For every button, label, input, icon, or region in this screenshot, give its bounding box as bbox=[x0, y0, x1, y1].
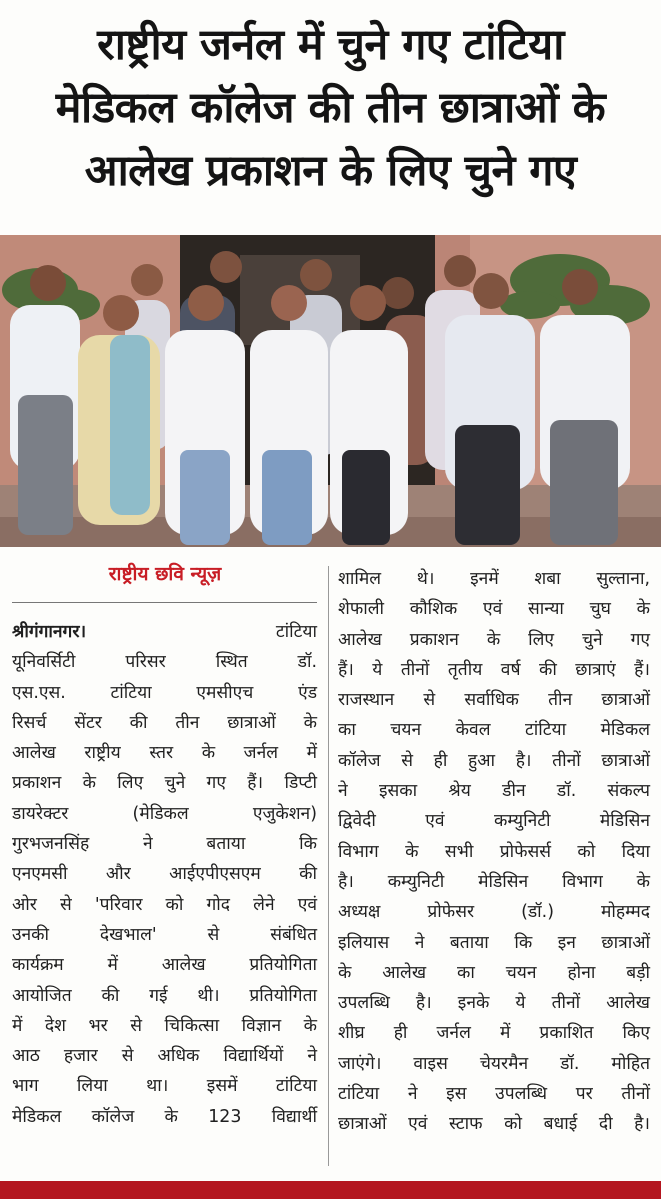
article-line: शामिल थे। इनमें शबा सुल्ताना, bbox=[338, 569, 650, 589]
group-photo bbox=[0, 235, 661, 547]
headline bbox=[0, 14, 661, 203]
article-lead-line bbox=[12, 617, 317, 647]
article-line: यूनिवर्सिटी परिसर स्थित डॉ. bbox=[12, 652, 317, 673]
article-line: एस.एस. टांटिया एमसीएच एंड bbox=[12, 682, 317, 703]
bottom-color-bar bbox=[0, 1181, 661, 1199]
article-line: मेडिकल कॉलेज के 123 विद्यार्थी bbox=[12, 1106, 317, 1127]
article-line: आठ हजार से अधिक विद्यार्थियों ने bbox=[12, 1046, 317, 1067]
article-line: प्रकाशन के लिए चुने गए हैं। डिप्टी bbox=[12, 773, 317, 794]
article-line: छात्राओं एवं स्टाफ को बधाई दी है। bbox=[338, 1114, 650, 1135]
article-line: इलियास ने बताया कि इन छात्राओं bbox=[338, 932, 650, 953]
headline-line-2: मेडिकल कॉलेज की तीन छात्राओं के bbox=[55, 83, 606, 133]
byline: राष्ट्रीय छवि न्यूज़ bbox=[108, 563, 222, 585]
article-line: के आलेख का चयन होना बड़ी bbox=[338, 962, 650, 983]
article-column-right bbox=[338, 564, 650, 1140]
article-line: ओर से 'परिवार को गोद लेने एवं bbox=[12, 894, 317, 915]
article-line: में देश भर से चिकित्सा विज्ञान के bbox=[12, 1015, 317, 1036]
article-line: रिसर्च सेंटर की तीन छात्राओं के bbox=[12, 712, 317, 733]
article-column-left bbox=[12, 617, 317, 1132]
article-line: भाग लिया था। इसमें टांटिया bbox=[12, 1076, 317, 1097]
article-line: आलेख प्रकाशन के लिए चुने गए bbox=[338, 629, 650, 650]
article-line: जाएंगे। वाइस चेयरमैन डॉ. मोहित bbox=[338, 1053, 650, 1074]
article-line: शेफाली कौशिक एवं सान्या चुघ के bbox=[338, 599, 650, 620]
article-line: राजस्थान से सर्वाधिक तीन छात्राओं bbox=[338, 690, 650, 711]
article-line: शीघ्र ही जर्नल में प्रकाशित किए bbox=[338, 1023, 650, 1044]
article-line: आयोजित की गई थी। प्रतियोगिता bbox=[12, 985, 317, 1006]
article-line: है। कम्युनिटी मेडिसिन विभाग के bbox=[338, 871, 650, 892]
lead-word: टांटिया bbox=[275, 622, 317, 642]
article-line: कार्यक्रम में आलेख प्रतियोगिता bbox=[12, 955, 317, 976]
article-line: विभाग के सभी प्रोफेसर्स को दिया bbox=[338, 841, 650, 862]
article-line: हैं। ये तीनों तृतीय वर्ष की छात्राएं हैं। bbox=[338, 659, 650, 680]
article-line: एनएमसी और आईएपीएसएम की bbox=[12, 864, 317, 885]
article-line: का चयन केवल टांटिया मेडिकल bbox=[338, 720, 650, 741]
article-line: कॉलेज से ही हुआ है। तीनों छात्राओं bbox=[338, 750, 650, 771]
headline-line-3: आलेख प्रकाशन के लिए चुने गए bbox=[84, 146, 577, 196]
article-line: टांटिया ने इस उपलब्धि पर तीनों bbox=[338, 1084, 650, 1105]
article-line: गुरभजनसिंह ने बताया कि bbox=[12, 834, 317, 855]
byline-divider bbox=[12, 602, 317, 603]
column-divider bbox=[328, 566, 329, 1166]
article-line: डायरेक्टर (मेडिकल एजुकेशन) bbox=[12, 803, 317, 824]
article-line: द्विवेदी एवं कम्युनिटी मेडिसिन bbox=[338, 811, 650, 832]
article-line: आलेख राष्ट्रीय स्तर के जर्नल में bbox=[12, 743, 317, 764]
article-line: उपलब्धि है। इनके ये तीनों आलेख bbox=[338, 993, 650, 1014]
headline-line-1: राष्ट्रीय जर्नल में चुने गए टांटिया bbox=[97, 20, 564, 70]
article-line: ने इसका श्रेय डीन डॉ. संकल्प bbox=[338, 781, 650, 802]
article-line: अध्यक्ष प्रोफेसर (डॉ.) मोहम्मद bbox=[338, 902, 650, 923]
dateline-place: श्रीगंगानगर। bbox=[12, 622, 87, 642]
article-line: उनकी देखभाल' से संबंधित bbox=[12, 924, 317, 945]
group-photo-icon bbox=[0, 235, 661, 547]
